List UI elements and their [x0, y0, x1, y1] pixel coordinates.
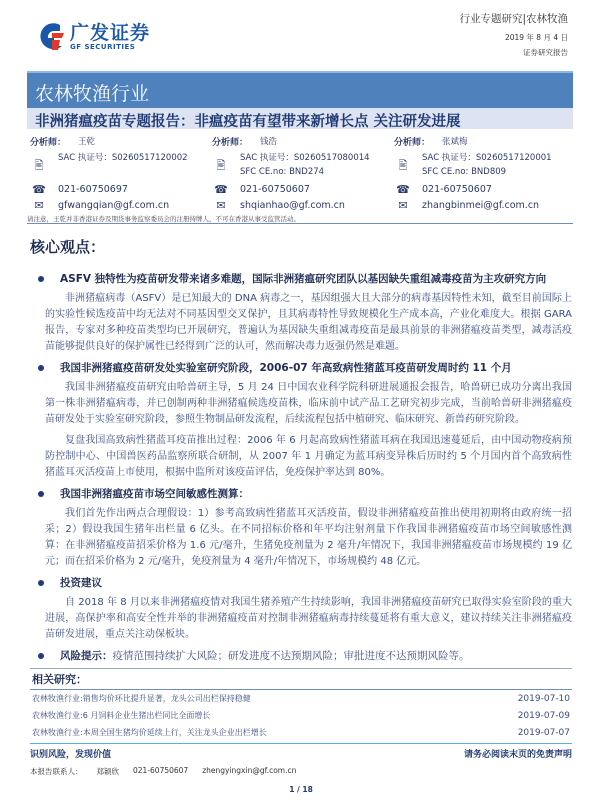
related-item-title[interactable]: 农林牧渔行业:销售均价环比提升显著，龙头公司出栏保持稳健: [32, 694, 251, 703]
report-category: 行业专题研究|农林牧渔: [459, 13, 568, 25]
analyst-card: [212, 135, 382, 215]
heading-text: ASFV 独特性为疫苗研发带来诸多难题，国际非洲猪瘟研究团队以基因缺失重组减毒疫苗为主攻研究方向: [60, 273, 547, 285]
core-section: [30, 271, 572, 355]
heading-text: 我国非洲猪瘟疫苗研发处实验室研究阶段，2006-07 年高致病性猪蓝耳疫苗研发周时约 11 个月: [60, 362, 512, 374]
contact-name: 郑颖欣: [96, 767, 119, 776]
email-icon: ✉: [398, 199, 408, 212]
analyst-email[interactable]: shqianhao@gf.com.cn: [240, 200, 345, 211]
related-item-title[interactable]: 农林牧渔行业:6 月饲料企业生猪出栏同比全面增长: [32, 711, 211, 720]
core-section: [30, 486, 572, 570]
related-item-date: 2019-07-10: [517, 693, 570, 704]
footer-slogan: 识别风险，发现价值: [30, 750, 112, 760]
bullet-heading: [30, 360, 572, 376]
phone-icon: ☎: [214, 183, 228, 196]
sac-number: SAC 执证号：S0260517120002: [58, 153, 188, 163]
sfc-number: SFC CE.no: BND809: [422, 167, 507, 177]
analyst-card: [30, 135, 200, 215]
heading-text: 投资建议: [60, 577, 102, 589]
core-views-title: 核心观点：: [30, 238, 106, 256]
bullet-icon: [38, 365, 44, 371]
paragraph: 我们首先作出两点合理假设：1）参考高致病性猪蓝耳灭活疫苗，假设非洲猪瘟疫苗推出使用初期将由政府统一招采；2）假设我国生猪年出栏量 6 亿头。在不同招标价格和年平均注射剂量下作我国非洲猪瘟疫苗市场空间敏感性测算：在非洲猪瘟疫苗招采价格为 1.6 元/毫升，生猪免疫剂量为 2 毫升/年情况下，我国非洲猪瘟疫苗市场规模约 19 亿元；而在招采价格为 2 元/毫升，免疫剂量为 4 毫升/年情况下，市场规模约 48 亿元。: [45, 508, 572, 567]
disclaimer-note: 请注意，王乾并非香港证券及期货事务监察委员会的注册持牌人，不可在香港从事受监管活动。: [27, 215, 300, 223]
logo-text-cn: 广发证券: [70, 22, 151, 44]
sfc-number: SFC CE.no: BND274: [240, 167, 325, 177]
bullet-heading: [30, 575, 572, 591]
analyst-email[interactable]: zhangbinmei@gf.com.cn: [422, 200, 540, 211]
analyst-name: 张斌梅: [442, 137, 468, 147]
related-item[interactable]: [30, 690, 572, 707]
page-number: 1 / 18: [289, 785, 313, 794]
logo-text-en: GF SECURITIES: [70, 43, 136, 51]
related-item-title[interactable]: 农林牧渔行业:本周全国生猪均价延续上行，关注龙头企业出栏增长: [32, 728, 267, 737]
related-item[interactable]: [30, 707, 572, 724]
certificate-icon: 🖹: [216, 159, 226, 172]
paragraph: 我国非洲猪瘟疫苗研究由哈兽研主导，5 月 24 日中国农业科学院科研进展通报会报告，哈兽研已成功分离出我国第一株非洲猪瘟病毒，并已创制两种非洲猪瘟候选疫苗株，临床前中试产品工艺研究初步完成，当前哈兽研非洲猪瘟疫苗研发处于实验室研究阶段，参照生物制品研发流程，后续流程包括中植研究、临床研究、新兽药研究阶段。: [45, 382, 572, 425]
report-type: 证券研究报告: [523, 48, 568, 57]
contact-email: zhengyingxin@gf.com.cn: [202, 766, 297, 775]
phone-icon: ☎: [396, 183, 410, 196]
bullet-heading: [30, 271, 572, 287]
risk-label: 风险提示：: [60, 650, 113, 662]
risk-warning: [30, 648, 572, 664]
core-views: [30, 236, 572, 664]
email-icon: ✉: [34, 199, 44, 212]
bullet-icon: [38, 276, 44, 282]
phone-icon: ☎: [32, 183, 46, 196]
contact-line: [30, 766, 572, 777]
analyst-phone: 021-60750697: [58, 184, 128, 195]
industry-banner: 农林牧渔行业: [27, 71, 573, 108]
report-title: 非洲猪瘟疫苗专题报告：非瘟疫苗有望带来新增长点 关注研发进展: [27, 108, 573, 129]
analyst-card: [394, 135, 564, 215]
analyst-name: 王乾: [78, 137, 96, 147]
sac-number: SAC 执证号：S0260517080014: [240, 153, 370, 163]
paragraph: 复盘我国高致病性猪蓝耳疫苗推出过程：2006 年 6 月起高致病性猪蓝耳病在我国迅速蔓延后，由中国动物疫病预防控制中心、中国兽医药品监察所联合研制，从 2007 年 1 月确定为蓝耳病变异株后历时约 5 个月国内首个高致病性猪蓝耳灭活疫苗上市使用，根据中监所对该疫苗评估，免疫保护率达到 80%。: [45, 435, 572, 478]
analyst-label: 分析师：: [394, 138, 431, 148]
gf-logo: [38, 22, 150, 52]
bullet-icon: [38, 653, 44, 659]
contact-phone: 021-60750607: [133, 766, 189, 775]
report-date: 2019 年 8 月 4 日: [504, 33, 568, 42]
related-item[interactable]: [30, 724, 572, 741]
bullet-icon: [38, 491, 44, 497]
risk-text: 疫情范围持续扩大风险；研发进度不达预期风险；审批进度不达预期风险等。: [112, 650, 470, 662]
related-research: [30, 668, 572, 794]
related-item-date: 2019-07-07: [517, 727, 570, 738]
related-item-date: 2019-07-09: [517, 710, 570, 721]
email-icon: ✉: [216, 199, 226, 212]
paragraph: 非洲猪瘟病毒（ASFV）是已知最大的 DNA 病毒之一，基因组强大且大部分的病毒基因特性未知，截至目前国际上的实验性候选疫苗中均无法对不同基因型交叉保护，且其病毒特性导致规模化生产成本高，产业化难度大。根据 GARA 报告，专家对多种疫苗类型均已开展研究，普遍认为基因缺失重组减毒疫苗是最具前景的非洲猪瘟疫苗类型，减毒活疫苗能够提供良好的保护属性已经得到广泛的认可，然而解决毒力返强仍然是难题。: [45, 293, 572, 352]
contact-label: 本报告联系人：: [30, 767, 83, 776]
analyst-label: 分析师：: [30, 138, 67, 148]
certificate-icon: 🖹: [398, 159, 408, 172]
paragraph: 自 2018 年 8 月以来非洲猪瘟疫情对我国生猪养殖产生持续影响，我国非洲猪瘟疫苗研究已取得实验室阶段的重大进展，高保护率和高安全性并举的非洲猪瘟疫苗对控制非洲猪瘟病毒持续蔓延将有重大意义，建议持续关注非洲猪瘟疫苗研发进展，重点关注动保板块。: [45, 597, 572, 640]
analyst-name: 钱浩: [260, 137, 278, 147]
bullet-heading: [30, 486, 572, 502]
divider: [27, 223, 573, 224]
bullet-icon: [38, 580, 44, 586]
heading-text: 我国非洲猪瘟疫苗市场空间敏感性测算：: [60, 488, 249, 500]
certificate-icon: 🖹: [34, 159, 44, 172]
sac-number: SAC 执证号：S0260517120001: [422, 153, 552, 163]
analyst-phone: 021-60750607: [240, 184, 310, 195]
analyst-label: 分析师：: [212, 138, 249, 148]
analyst-email[interactable]: gfwangqian@gf.com.cn: [58, 200, 170, 211]
related-title: 相关研究：: [30, 668, 572, 690]
footer-notice[interactable]: 请务必阅读末页的免责声明: [463, 750, 572, 760]
core-section: [30, 360, 572, 481]
analyst-phone: 021-60750607: [422, 184, 492, 195]
core-section: [30, 575, 572, 643]
gf-logo-icon: [38, 22, 66, 52]
